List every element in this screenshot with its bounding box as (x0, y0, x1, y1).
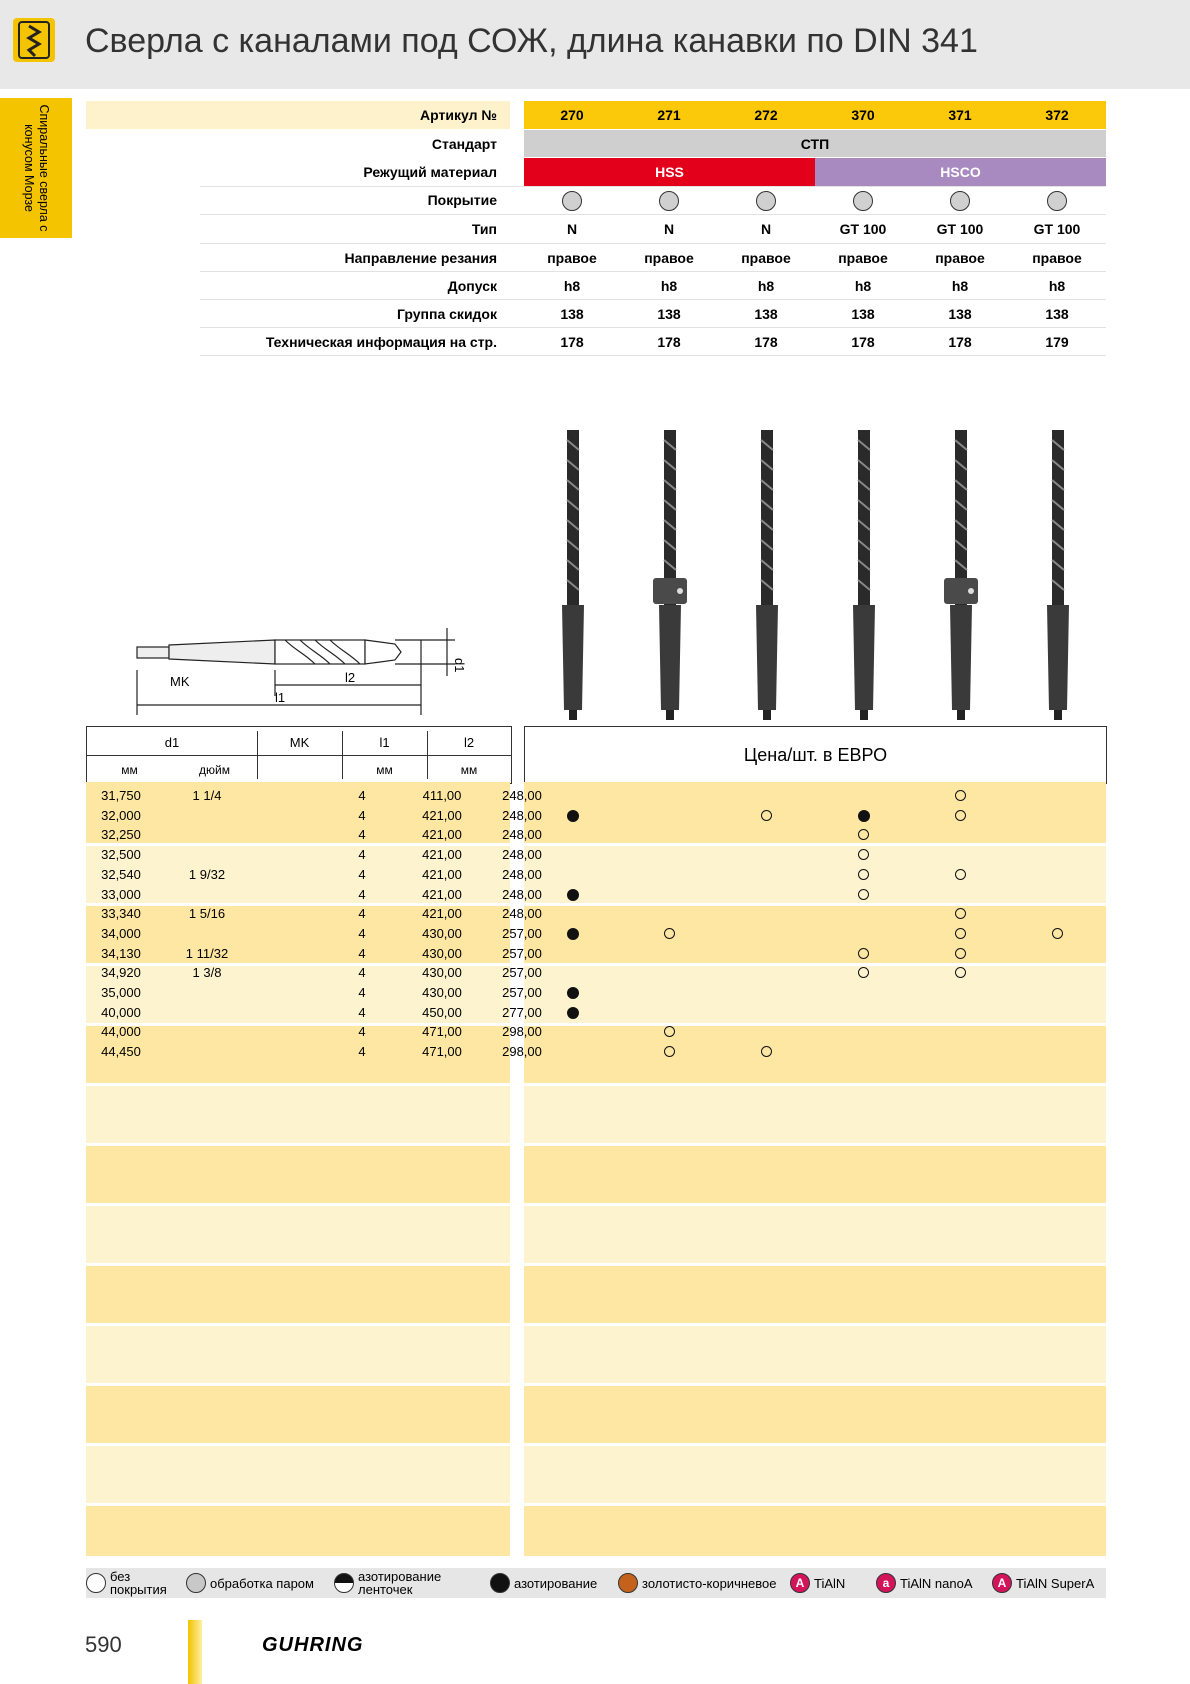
header-sep (257, 731, 258, 779)
table-row (86, 963, 542, 983)
legend-item (618, 1568, 776, 1598)
cell-mk: 4 (358, 807, 366, 823)
table-row (86, 786, 542, 806)
article-number-3: 272 (754, 107, 778, 123)
stock-item-icon[interactable] (567, 928, 579, 940)
table-band (86, 1386, 510, 1443)
tech-page-value-1: 178 (560, 334, 584, 350)
cell-mk: 4 (358, 1024, 366, 1040)
uncoated-icon (86, 1573, 106, 1593)
article-number-2: 271 (657, 107, 681, 123)
spec-label-article: Артикул № (420, 107, 497, 123)
table-band (86, 1266, 510, 1323)
row-divider (200, 271, 1106, 272)
table-row (86, 983, 542, 1003)
tolerance-value-1: h8 (563, 278, 581, 294)
drill-image-1 (562, 430, 584, 720)
table-band (524, 1326, 1106, 1383)
diagram-d1-label: d1 (452, 658, 467, 673)
cell-l2: 248,00 (502, 788, 542, 803)
coating-steam-icon (659, 191, 679, 211)
cell-l1: 421,00 (422, 866, 462, 882)
header-l1: l1 (379, 735, 390, 750)
tialn-supera-icon: A (992, 1573, 1012, 1593)
cell-l2: 277,00 (502, 1004, 542, 1020)
legend-label: золотисто-коричневое (642, 1575, 777, 1591)
article-number-4: 370 (851, 107, 875, 123)
available-item-icon[interactable] (955, 869, 966, 880)
cell-d1: 32,250 (101, 827, 141, 843)
cell-inch: 1 11/32 (185, 945, 229, 961)
cell-inch: 1 5/16 (188, 906, 226, 922)
legend-item (334, 1568, 458, 1598)
available-item-icon[interactable] (955, 948, 966, 959)
cell-d1: 33,340 (101, 906, 141, 922)
table-row (86, 1022, 542, 1042)
cell-l1: 430,00 (422, 965, 462, 981)
direction-value-1: правое (547, 250, 597, 266)
cell-l1: 421,00 (422, 827, 462, 843)
type-value-6: GT 100 (1033, 221, 1081, 237)
cell-l2: 248,00 (502, 906, 542, 922)
spec-label-material: Режущий материал (363, 164, 497, 180)
cell-mk: 4 (358, 925, 366, 941)
tolerance-value-6: h8 (1048, 278, 1066, 294)
cell-mk: 4 (358, 1044, 366, 1060)
tolerance-value-3: h8 (757, 278, 775, 294)
header-d1-mm: мм (121, 763, 138, 777)
cell-l2: 248,00 (502, 886, 542, 902)
drill-image-5 (944, 430, 978, 720)
cell-d1: 35,000 (101, 985, 141, 1000)
table-band (524, 1266, 1106, 1323)
footer-accent-bar (188, 1620, 202, 1684)
available-item-icon[interactable] (858, 948, 869, 959)
tolerance-value-2: h8 (660, 278, 678, 294)
cell-mk: 4 (358, 866, 366, 882)
table-band (524, 782, 1106, 843)
table-band (524, 846, 1106, 903)
article-number-5: 371 (948, 107, 972, 123)
direction-value-5: правое (935, 250, 985, 266)
row-divider (200, 243, 1106, 244)
table-band (524, 1386, 1106, 1443)
cell-l1: 411,00 (422, 788, 462, 803)
cell-l1: 430,00 (422, 945, 462, 961)
legend-label: азотирование (514, 1575, 598, 1591)
dimension-table-header (86, 726, 512, 784)
available-item-icon[interactable] (1052, 928, 1063, 939)
row-divider (200, 299, 1106, 300)
available-item-icon[interactable] (664, 928, 675, 939)
discount-value-1: 138 (560, 306, 584, 322)
cell-d1: 32,540 (101, 866, 141, 882)
tolerance-value-5: h8 (951, 278, 969, 294)
coating-steam-icon (756, 191, 776, 211)
coating-steam-icon (562, 191, 582, 211)
brand-logo: GUHRING (262, 1634, 364, 1656)
drill-image-4 (853, 430, 875, 720)
tialn-icon: A (790, 1573, 810, 1593)
cell-l2: 298,00 (502, 1024, 542, 1040)
header-d1-inch: дюйм (199, 763, 230, 777)
table-band (524, 1026, 1106, 1083)
drill-image-6 (1047, 430, 1069, 720)
table-row (86, 924, 542, 944)
direction-value-2: правое (644, 250, 694, 266)
coating-steam-icon (950, 191, 970, 211)
available-item-icon[interactable] (761, 810, 772, 821)
table-row (86, 806, 542, 826)
diagram-mk-label: MK (170, 674, 190, 689)
drill-logo-icon (13, 18, 55, 62)
article-number-6: 372 (1045, 107, 1069, 123)
discount-value-2: 138 (657, 306, 681, 322)
direction-value-3: правое (741, 250, 791, 266)
cell-d1: 44,000 (101, 1024, 141, 1040)
available-item-icon[interactable] (858, 869, 869, 880)
tialn-nanoa-icon: a (876, 1573, 896, 1593)
gold-brown-icon (618, 1573, 638, 1593)
cell-l1: 421,00 (422, 807, 462, 823)
table-band (524, 1146, 1106, 1203)
legend-label: обработка паром (210, 1575, 314, 1591)
discount-value-3: 138 (754, 306, 778, 322)
cell-d1: 32,500 (101, 847, 141, 863)
table-row (86, 825, 542, 845)
nitrided-icon (490, 1573, 510, 1593)
cell-d1: 34,130 (101, 945, 141, 961)
side-tab-label: Спиральные сверла с конусом Морзе (22, 104, 51, 232)
table-band (524, 906, 1106, 963)
table-band (86, 1086, 510, 1143)
cell-l1: 421,00 (422, 886, 462, 902)
table-row (86, 845, 542, 865)
side-tab[interactable] (0, 98, 72, 238)
price-header-label: Цена/шт. в ЕВРО (743, 745, 888, 765)
cell-l1: 471,00 (422, 1024, 462, 1040)
table-row (86, 885, 542, 905)
cell-mk: 4 (358, 1004, 366, 1020)
stock-item-icon[interactable] (567, 1007, 579, 1019)
legend-label: TiAlN SuperA (1016, 1575, 1095, 1591)
article-number-1: 270 (560, 107, 584, 123)
discount-value-5: 138 (948, 306, 972, 322)
spec-label-coating: Покрытие (427, 192, 497, 208)
header-l2: l2 (463, 735, 475, 750)
table-band (86, 1146, 510, 1203)
material-hss: HSS (655, 164, 684, 180)
table-band (86, 1326, 510, 1383)
stock-item-icon[interactable] (567, 987, 579, 999)
cell-inch: 1 1/4 (192, 788, 222, 803)
cell-l2: 248,00 (502, 866, 542, 882)
available-item-icon[interactable] (955, 790, 966, 801)
direction-value-4: правое (838, 250, 888, 266)
cell-l2: 248,00 (502, 847, 542, 863)
header-sep (342, 731, 343, 779)
cell-l2: 298,00 (502, 1044, 542, 1060)
available-item-icon[interactable] (955, 810, 966, 821)
table-row (86, 904, 542, 924)
cell-mk: 4 (358, 945, 366, 961)
cell-d1: 31,750 (101, 788, 141, 803)
available-item-icon[interactable] (955, 928, 966, 939)
legend-label: без покрытия (110, 1569, 167, 1597)
spec-label-tolerance: Допуск (447, 278, 497, 294)
cell-d1: 44,450 (101, 1044, 141, 1060)
table-band (524, 1086, 1106, 1143)
spec-label-direction: Направление резания (344, 250, 497, 266)
header-l1-mm: мм (376, 763, 393, 777)
row-divider (200, 327, 1106, 328)
coating-steam-icon (853, 191, 873, 211)
header-sep (427, 731, 428, 779)
legend-item (790, 1568, 845, 1598)
table-row (86, 944, 542, 964)
material-hsco: HSCO (940, 164, 981, 180)
cell-l2: 257,00 (502, 945, 542, 961)
cell-l2: 257,00 (502, 985, 542, 1000)
cell-l2: 248,00 (502, 827, 542, 843)
cell-d1: 33,000 (101, 886, 141, 902)
table-band (524, 1506, 1106, 1556)
stock-item-icon[interactable] (567, 810, 579, 822)
cell-l2: 257,00 (502, 965, 542, 981)
coating-legend (86, 1568, 1106, 1598)
legend-label: TiAlN (814, 1575, 846, 1591)
cell-inch: 1 9/32 (188, 866, 226, 882)
cell-l1: 430,00 (422, 925, 462, 941)
type-value-4: GT 100 (839, 221, 887, 237)
tolerance-value-4: h8 (854, 278, 872, 294)
legend-label: TiAlN nanoA (900, 1575, 973, 1591)
row-divider (200, 186, 1106, 187)
spec-label-tech-info: Техническая информация на стр. (265, 334, 497, 350)
tech-page-value-6: 179 (1045, 334, 1069, 350)
drill-images (520, 420, 1100, 720)
cell-l2: 257,00 (502, 925, 542, 941)
cell-d1: 34,920 (101, 965, 141, 981)
spec-label-standard: Стандарт (431, 136, 497, 152)
table-row (86, 1042, 542, 1062)
cell-l1: 430,00 (422, 985, 462, 1000)
type-value-1: N (566, 221, 578, 237)
cell-mk: 4 (358, 847, 366, 863)
cell-mk: 4 (358, 985, 366, 1000)
table-band (524, 966, 1106, 1023)
header-divider (87, 755, 511, 756)
table-row (86, 1003, 542, 1023)
discount-value-6: 138 (1045, 306, 1069, 322)
page-title: Сверла с каналами под СОЖ, длина канавки по DIN 341 (85, 22, 978, 60)
direction-value-6: правое (1032, 250, 1082, 266)
legend-item (86, 1568, 170, 1598)
drill-image-2 (653, 430, 687, 720)
table-row (86, 865, 542, 885)
standard-value: СТП (800, 136, 830, 152)
available-item-icon[interactable] (858, 889, 869, 900)
tech-page-value-4: 178 (851, 334, 875, 350)
cell-d1: 32,000 (101, 807, 141, 823)
row-divider (200, 214, 1106, 215)
spec-label-discount: Группа скидок (397, 306, 497, 322)
nitrided-lands-icon (334, 1573, 354, 1593)
table-band (86, 1446, 510, 1503)
legend-item (876, 1568, 973, 1598)
cell-mk: 4 (358, 965, 366, 981)
legend-label: азотирование ленточек (358, 1569, 442, 1597)
stock-item-icon[interactable] (567, 889, 579, 901)
type-value-5: GT 100 (936, 221, 984, 237)
legend-item (186, 1568, 314, 1598)
diagram-l2-label: l2 (345, 670, 356, 685)
discount-value-4: 138 (851, 306, 875, 322)
stock-item-icon[interactable] (858, 810, 870, 822)
cell-d1: 40,000 (101, 1004, 141, 1020)
cell-d1: 34,000 (101, 925, 141, 941)
cell-l1: 450,00 (422, 1004, 462, 1020)
tech-page-value-3: 178 (754, 334, 778, 350)
legend-item (992, 1568, 1094, 1598)
steam-treated-icon (186, 1573, 206, 1593)
header-mk: MK (289, 735, 310, 750)
cell-l1: 421,00 (422, 847, 462, 863)
price-header (524, 726, 1107, 784)
cell-l1: 471,00 (422, 1044, 462, 1060)
cell-l2: 248,00 (502, 807, 542, 823)
cell-mk: 4 (358, 827, 366, 843)
tech-page-value-2: 178 (657, 334, 681, 350)
diagram-l1-label: l1 (275, 690, 286, 705)
legend-item (490, 1568, 597, 1598)
spec-label-type: Тип (471, 221, 497, 237)
table-band (524, 1206, 1106, 1263)
tech-page-value-5: 178 (948, 334, 972, 350)
header-d1: d1 (164, 735, 180, 750)
row-divider (200, 355, 1106, 356)
table-band (86, 1506, 510, 1556)
cell-mk: 4 (358, 788, 366, 803)
coating-steam-icon (1047, 191, 1067, 211)
drill-image-3 (756, 430, 778, 720)
header-l2-mm: мм (460, 763, 478, 777)
page-number: 590 (85, 1632, 122, 1657)
table-band (524, 1446, 1106, 1503)
cell-inch: 1 3/8 (192, 965, 222, 981)
type-value-2: N (663, 221, 675, 237)
dimension-diagram (125, 620, 475, 720)
cell-mk: 4 (358, 886, 366, 902)
type-value-3: N (760, 221, 772, 237)
cell-l1: 421,00 (422, 906, 462, 922)
cell-mk: 4 (358, 906, 366, 922)
table-band (86, 1206, 510, 1263)
